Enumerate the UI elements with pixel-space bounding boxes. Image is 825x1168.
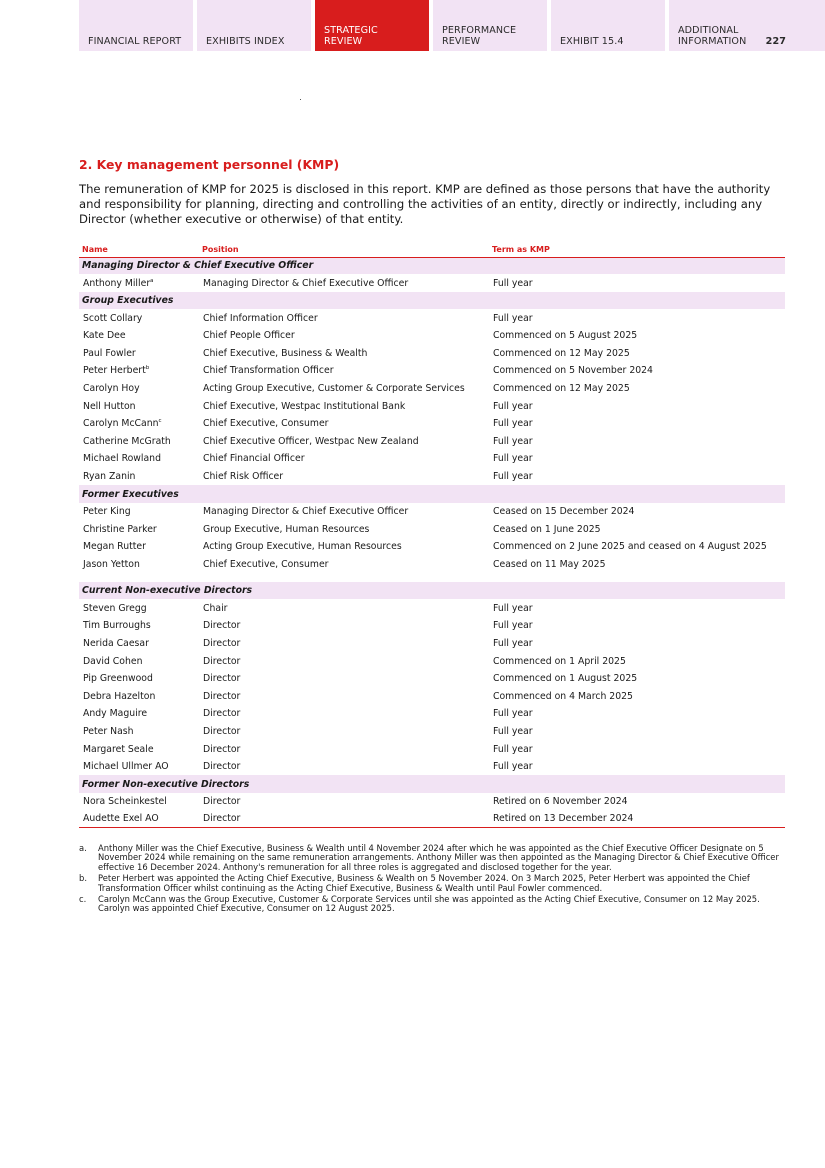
person-name: Carolyn Hoy — [83, 383, 140, 395]
cell-position: Director — [203, 743, 241, 755]
spacer-cell — [79, 573, 785, 582]
cell-position: Chief People Officer — [203, 330, 295, 342]
cell-name — [79, 450, 199, 468]
footnote-item — [79, 844, 785, 872]
person-name: Kate Dee — [83, 330, 126, 342]
cell-term: Full year — [493, 312, 533, 324]
table-row — [79, 740, 785, 758]
top-navigation — [79, 0, 825, 51]
cell-name — [79, 617, 199, 635]
person-name: Margaret Seale — [83, 743, 154, 755]
cell-term: Ceased on 15 December 2024 — [493, 506, 635, 517]
cell-position: Chief Financial Officer — [203, 453, 305, 465]
table-row — [79, 468, 785, 486]
footnote-item — [79, 874, 785, 893]
cell-name — [79, 793, 199, 811]
cell-term: Full year — [493, 602, 533, 614]
table-row — [79, 309, 785, 327]
table-group-row — [79, 292, 785, 309]
cell-term: Full year — [493, 418, 533, 430]
table-body — [79, 257, 785, 828]
cell-name — [79, 327, 199, 345]
cell-term: Retired on 6 November 2024 — [493, 796, 628, 808]
cell-position: Director — [203, 690, 241, 702]
person-name: Christine Parker — [83, 523, 157, 535]
cell-term: Full year — [493, 453, 533, 465]
intro-paragraph: The remuneration of KMP for 2025 is disclosed in this report. KMP are defined as those persons that have the authority and responsibility for planning, directing and controlling the activities of an entity, directly or indirectly, including any Director (whether executive or otherwise) of that entity. — [79, 182, 771, 226]
cell-name — [79, 503, 199, 521]
group-label: Group Executives — [79, 292, 785, 309]
cell-name — [79, 723, 199, 741]
table-row — [79, 520, 785, 538]
cell-position: Chief Executive, Consumer — [203, 418, 329, 430]
column-header-name: Name — [79, 241, 199, 257]
tab-label: PERFORMANCE REVIEW — [442, 25, 517, 47]
cell-term: Full year — [493, 725, 533, 737]
table-row — [79, 687, 785, 705]
cell-position: Director — [203, 796, 241, 808]
table-row — [79, 705, 785, 723]
person-name: Michael Ullmer AO — [83, 761, 169, 773]
person-name: Pip Greenwood — [83, 673, 153, 685]
cell-name — [79, 538, 199, 556]
person-name: Tim Burroughs — [83, 620, 151, 632]
footnote-item — [79, 895, 785, 914]
person-name: Paul Fowler — [83, 347, 136, 359]
cell-position: Director — [203, 725, 241, 737]
footnote-marker: a — [150, 277, 154, 284]
cell-position: Group Executive, Human Resources — [203, 523, 370, 535]
cell-term: Full year — [493, 620, 533, 632]
cell-position: Acting Group Executive, Customer & Corporate Services — [203, 383, 465, 395]
tab-exhibits-index[interactable] — [197, 0, 311, 51]
cell-position: Director — [203, 637, 241, 649]
table-group-row — [79, 485, 785, 502]
cell-name — [79, 433, 199, 451]
cell-term: Full year — [493, 471, 533, 483]
cell-position: Director — [203, 673, 241, 685]
person-name: Peter Herbert — [83, 365, 146, 377]
table-header-row — [79, 241, 785, 257]
cell-term: Full year — [493, 637, 533, 649]
table-row — [79, 555, 785, 573]
person-name: Steven Gregg — [83, 602, 147, 614]
tab-financial-report[interactable] — [79, 0, 193, 51]
cell-term: Ceased on 1 June 2025 — [493, 523, 601, 535]
cell-name — [79, 468, 199, 486]
cell-name — [79, 415, 199, 433]
group-label: Current Non-executive Directors — [79, 582, 785, 599]
person-name: Nora Scheinkestel — [83, 796, 167, 808]
person-name: Ryan Zanin — [83, 471, 136, 483]
table-row — [79, 345, 785, 363]
table-row — [79, 380, 785, 398]
table-row — [79, 617, 785, 635]
cell-position: Director — [199, 810, 489, 828]
cell-name — [79, 810, 199, 828]
cell-position: Chair — [203, 602, 228, 614]
table-group-row — [79, 582, 785, 599]
person-name: Catherine McGrath — [83, 435, 171, 447]
person-name: David Cohen — [83, 655, 143, 667]
cell-term: Retired on 13 December 2024 — [489, 810, 785, 828]
cell-name — [79, 520, 199, 538]
person-name: Nerida Caesar — [83, 637, 149, 649]
stray-dot — [300, 99, 301, 100]
person-name: Anthony Miller — [83, 277, 151, 289]
cell-position: Chief Executive Officer, Westpac New Zealand — [203, 435, 419, 447]
tab-strategic-review[interactable] — [315, 0, 429, 51]
table-row — [79, 415, 785, 433]
cell-name — [79, 758, 199, 776]
table-row — [79, 652, 785, 670]
cell-term: Full year — [493, 743, 533, 755]
footnotes — [79, 844, 785, 916]
group-label: Managing Director & Chief Executive Officer — [79, 257, 785, 274]
group-label: Former Executives — [79, 485, 785, 502]
person-name: Megan Rutter — [83, 541, 146, 553]
cell-name — [79, 309, 199, 327]
person-name: Peter King — [83, 506, 131, 517]
person-name: Peter Nash — [83, 725, 134, 737]
cell-term: Commenced on 12 May 2025 — [493, 347, 630, 359]
tab-label: EXHIBITS INDEX — [206, 36, 285, 47]
cell-term: Ceased on 11 May 2025 — [493, 558, 606, 570]
section-heading: 2. Key management personnel (KMP) — [79, 157, 340, 172]
cell-position: Director — [203, 761, 241, 773]
cell-name — [79, 362, 199, 380]
person-name: Debra Hazelton — [83, 690, 156, 702]
table-group-row — [79, 257, 785, 274]
table-row — [79, 397, 785, 415]
table-row — [79, 327, 785, 345]
cell-term: Full year — [493, 435, 533, 447]
cell-position: Chief Executive, Westpac Institutional Bank — [203, 400, 406, 412]
footnote-text: Anthony Miller was the Chief Executive, Business & Wealth until 4 November 2024 after which he was appointed as the Chief Executive Officer Designate on 5 November 2024 while remaining on the same remuneration arrangements. Anthony Miller was then appointed as the Managing Director & Chief Executive Officer effective 16 December 2024. Anthony's remuneration for all three roles is aggregated and disclosed together for the year. — [98, 843, 779, 872]
cell-name — [79, 670, 199, 688]
person-name: Scott Collary — [83, 312, 143, 324]
cell-position: Director — [203, 708, 241, 720]
tab-performance-review[interactable] — [433, 0, 547, 51]
footnote-text: Peter Herbert was appointed the Acting Chief Executive, Business & Wealth on 5 November 2024. On 3 March 2025, Peter Herbert was appointed the Chief Transformation Officer whilst continuing as the Acting Chief Executive, Business & Wealth until Paul Fowler commenced. — [98, 873, 750, 893]
table-row — [79, 723, 785, 741]
tab-additional-information[interactable] — [669, 0, 825, 51]
tab-label: STRATEGIC REVIEW — [324, 25, 378, 47]
cell-name — [79, 740, 199, 758]
cell-term: Commenced on 2 June 2025 and ceased on 4 August 2025 — [493, 541, 767, 553]
page-number: 227 — [765, 36, 786, 47]
cell-name — [79, 635, 199, 653]
table-row — [79, 433, 785, 451]
cell-position: Chief Information Officer — [203, 312, 318, 324]
cell-position: Chief Transformation Officer — [203, 365, 334, 377]
cell-term: Commenced on 4 March 2025 — [493, 690, 633, 702]
cell-name — [79, 652, 199, 670]
cell-position: Acting Group Executive, Human Resources — [203, 541, 402, 553]
cell-term: Full year — [493, 277, 533, 289]
footnote-marker: c. — [79, 894, 87, 905]
table-row — [79, 503, 785, 521]
cell-term: Full year — [493, 708, 533, 720]
cell-position: Director — [203, 620, 241, 632]
person-name: Audette Exel AO — [83, 813, 159, 825]
cell-name — [79, 380, 199, 398]
table-row — [79, 274, 785, 292]
person-name: Michael Rowland — [83, 453, 161, 465]
cell-position: Chief Executive, Business & Wealth — [203, 347, 368, 359]
cell-term: Full year — [493, 761, 533, 773]
cell-position: Chief Executive, Consumer — [203, 558, 329, 570]
footnote-marker: a. — [79, 843, 87, 853]
cell-term: Commenced on 1 August 2025 — [493, 673, 638, 685]
table-row — [79, 362, 785, 380]
column-header-term: Term as KMP — [489, 241, 785, 257]
table-spacer-row — [79, 573, 785, 582]
tab-label: FINANCIAL REPORT — [88, 36, 182, 47]
cell-position: Managing Director & Chief Executive Officer — [203, 277, 409, 289]
table-row — [79, 450, 785, 468]
table-row — [79, 758, 785, 776]
table-row — [79, 599, 785, 617]
person-name: Andy Maguire — [83, 708, 148, 720]
footnote-marker: b — [145, 365, 150, 372]
kmp-table — [79, 241, 785, 828]
footnote-marker: b. — [79, 873, 87, 884]
cell-position: Director — [203, 655, 241, 667]
column-header-position: Position — [199, 241, 489, 257]
cell-name — [79, 599, 199, 617]
person-name: Jason Yetton — [83, 558, 140, 570]
tab-label: EXHIBIT 15.4 — [560, 36, 624, 47]
cell-name — [79, 274, 199, 292]
person-name: Nell Hutton — [83, 400, 136, 412]
cell-term: Commenced on 5 August 2025 — [493, 330, 638, 342]
footnote-marker: c — [158, 418, 162, 425]
group-label: Former Non-executive Directors — [79, 775, 785, 792]
table-row — [79, 670, 785, 688]
cell-name — [79, 705, 199, 723]
cell-name — [79, 345, 199, 363]
cell-term: Commenced on 1 April 2025 — [493, 655, 626, 667]
footnote-text: Carolyn McCann was the Group Executive, Customer & Corporate Services until she was appointed as the Acting Chief Executive, Consumer on 12 May 2025. Carolyn was appointed Chief Executive, Consumer on 12 August 2025. — [98, 894, 760, 914]
tab-exhibit-15-4[interactable] — [551, 0, 665, 51]
cell-position: Managing Director & Chief Executive Officer — [203, 506, 409, 517]
table-row — [79, 810, 785, 828]
cell-term: Commenced on 5 November 2024 — [493, 365, 653, 377]
table-group-row — [79, 775, 785, 792]
cell-position: Chief Risk Officer — [203, 471, 284, 483]
cell-name — [79, 555, 199, 573]
cell-term: Commenced on 12 May 2025 — [493, 383, 630, 395]
table-row — [79, 635, 785, 653]
cell-term: Full year — [493, 400, 533, 412]
person-name: Carolyn McCann — [83, 418, 159, 430]
cell-name — [79, 397, 199, 415]
cell-name — [79, 687, 199, 705]
table-row — [79, 538, 785, 556]
table-row — [79, 793, 785, 811]
tab-label: ADDITIONAL INFORMATION — [678, 25, 747, 47]
